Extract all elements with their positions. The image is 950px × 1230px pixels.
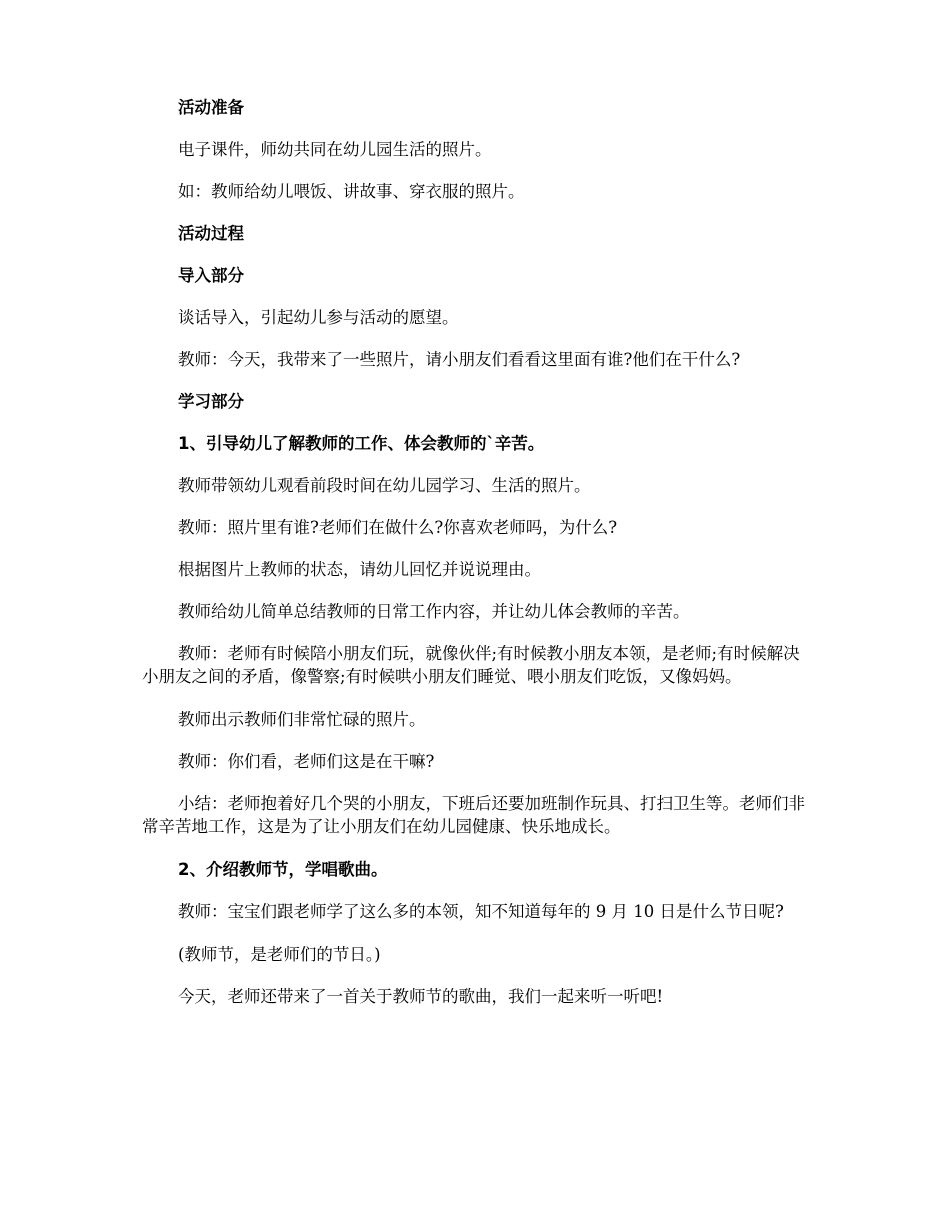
- paragraph: 今天，老师还带来了一首关于教师节的歌曲，我们一起来听一听吧!: [178, 987, 664, 1006]
- paragraph: 教师：老师有时候陪小朋友们玩，就像伙伴;有时候教小朋友本领，是老师;有时候解决小朋友之间的矛盾，像警察;有时候哄小朋友们睡觉、喂小朋友们吃饭，又像妈妈。: [142, 644, 800, 686]
- paragraph: 教师出示教师们非常忙碌的照片。: [178, 710, 426, 729]
- heading-activity-process: 活动过程: [178, 224, 244, 243]
- paragraph: 教师：宝宝们跟老师学了这么多的本领，知不知道每年的 9 月 10 日是什么节日呢?: [178, 902, 784, 921]
- paragraph: (教师节，是老师们的节日。): [178, 945, 381, 964]
- paragraph: 教师给幼儿简单总结教师的日常工作内容，并让幼儿体会教师的辛苦。: [178, 602, 690, 621]
- paragraph: 电子课件，师幼共同在幼儿园生活的照片。: [178, 140, 492, 159]
- paragraph: 教师：你们看，老师们这是在干嘛?: [178, 752, 435, 771]
- heading-section-1: 1、引导幼儿了解教师的工作、体会教师的`辛苦。: [178, 434, 545, 453]
- document-page: [142, 96, 814, 1008]
- paragraph: 教师：照片里有谁?老师们在做什么?你喜欢老师吗，为什么?: [178, 518, 618, 537]
- heading-learning: 学习部分: [178, 392, 244, 411]
- paragraph: 小结：老师抱着好几个哭的小朋友，下班后还要加班制作玩具、打扫卫生等。老师们非常辛苦地工作，这是为了让小朋友们在幼儿园健康、快乐地成长。: [142, 794, 805, 836]
- paragraph: 教师带领幼儿观看前段时间在幼儿园学习、生活的照片。: [178, 476, 591, 495]
- heading-section-2: 2、介绍教师节，学唱歌曲。: [178, 860, 388, 879]
- paragraph: 谈话导入，引起幼儿参与活动的愿望。: [178, 308, 459, 327]
- heading-introduction: 导入部分: [178, 266, 244, 285]
- paragraph: 教师：今天，我带来了一些照片，请小朋友们看看这里面有谁?他们在干什么?: [178, 350, 741, 369]
- paragraph: 如：教师给幼儿喂饭、讲故事、穿衣服的照片。: [178, 182, 525, 201]
- paragraph: 根据图片上教师的状态，请幼儿回忆并说说理由。: [178, 560, 541, 579]
- heading-activity-preparation: 活动准备: [178, 98, 244, 117]
